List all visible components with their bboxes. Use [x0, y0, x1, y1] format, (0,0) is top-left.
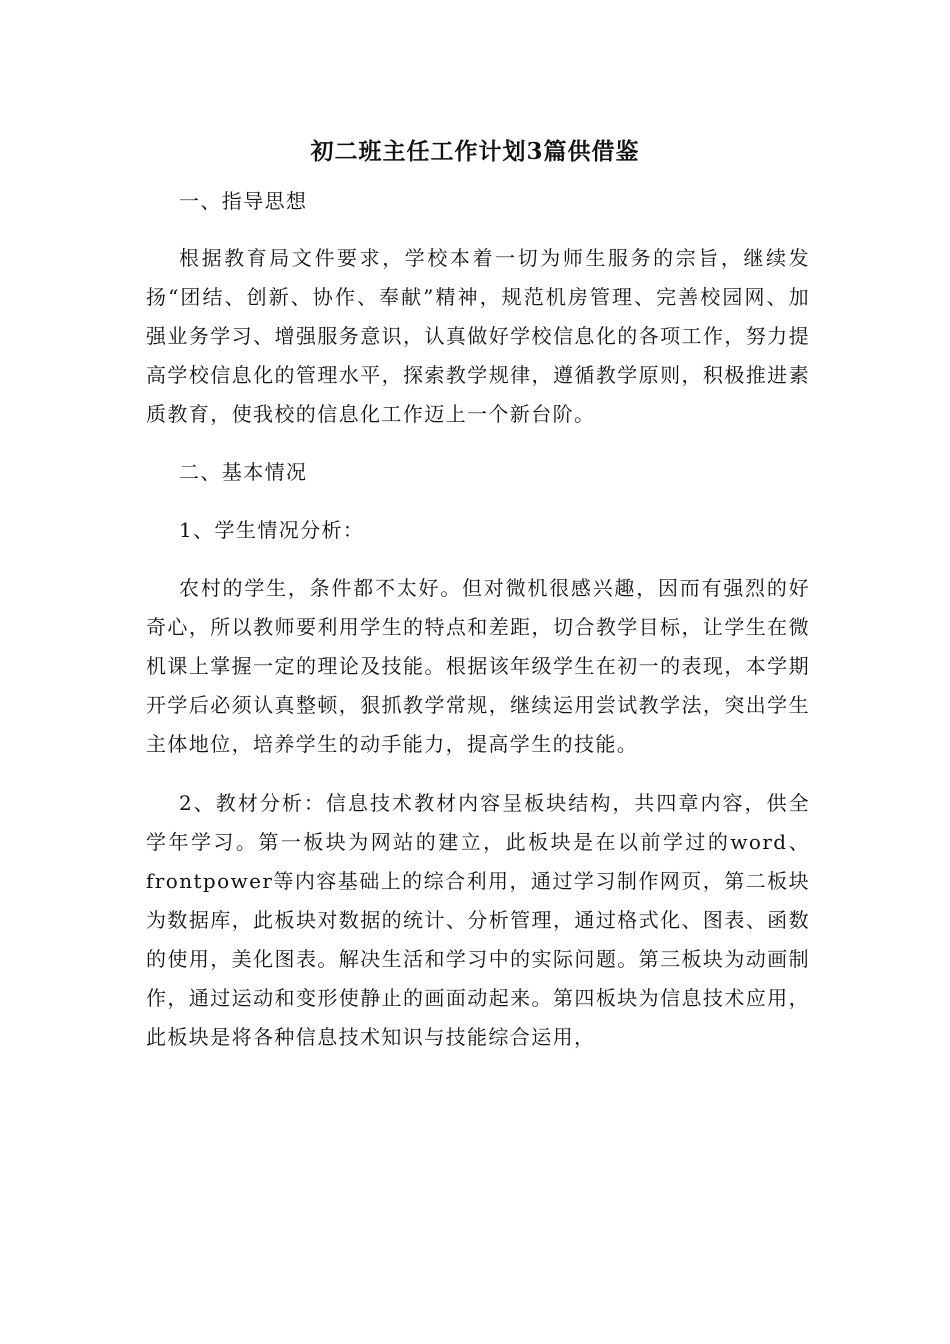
- paragraph-student-analysis: 农村的学生，条件都不太好。但对微机很感兴趣，因而有强烈的好奇心，所以教师要利用学生的特点和差距，切合教学目标，让学生在微机课上掌握一定的理论及技能。根据该年级学生在初一的表现，本学期开学后必须认真整顿，狠抓教学常规，继续运用尝试教学法，突出学生主体地位，培养学生的动手能力，提高学生的技能。: [146, 576, 810, 756]
- document-title: 初二班主任工作计划3篇供借鉴: [310, 138, 640, 165]
- paragraph-textbook-analysis: 2、教材分析：信息技术教材内容呈板块结构，共四章内容，供全学年学习。第一板块为网站的建立，此板块是在以前学过的word、frontpower等内容基础上的综合利用，通过学习制作网页，第二板块为数据库，此板块对数据的统计、分析管理，通过格式化、图表、函数的使用，美化图表。解决生活和学习中的实际问题。第三板块为动画制作，通过运动和变形使静止的画面动起来。第四板块为信息技术应用，此板块是将各种信息技术知识与技能综合运用，: [146, 791, 810, 1049]
- paragraph-guiding-ideology: 根据教育局文件要求，学校本着一切为师生服务的宗旨，继续发扬“团结、创新、协作、奉献”精神，规范机房管理、完善校园网、加强业务学习、增强服务意识，认真做好学校信息化的各项工作，努力提高学校信息化的管理水平，探索教学规律，遵循教学原则，积极推进素质教育，使我校的信息化工作迈上一个新台阶。: [146, 246, 810, 426]
- section-heading-basic-situation: 二、基本情况: [179, 460, 308, 484]
- section-heading-guiding-ideology: 一、指导思想: [179, 189, 308, 213]
- subheading-student-analysis: 1、学生情况分析：: [179, 518, 365, 542]
- document-body: [146, 182, 810, 1057]
